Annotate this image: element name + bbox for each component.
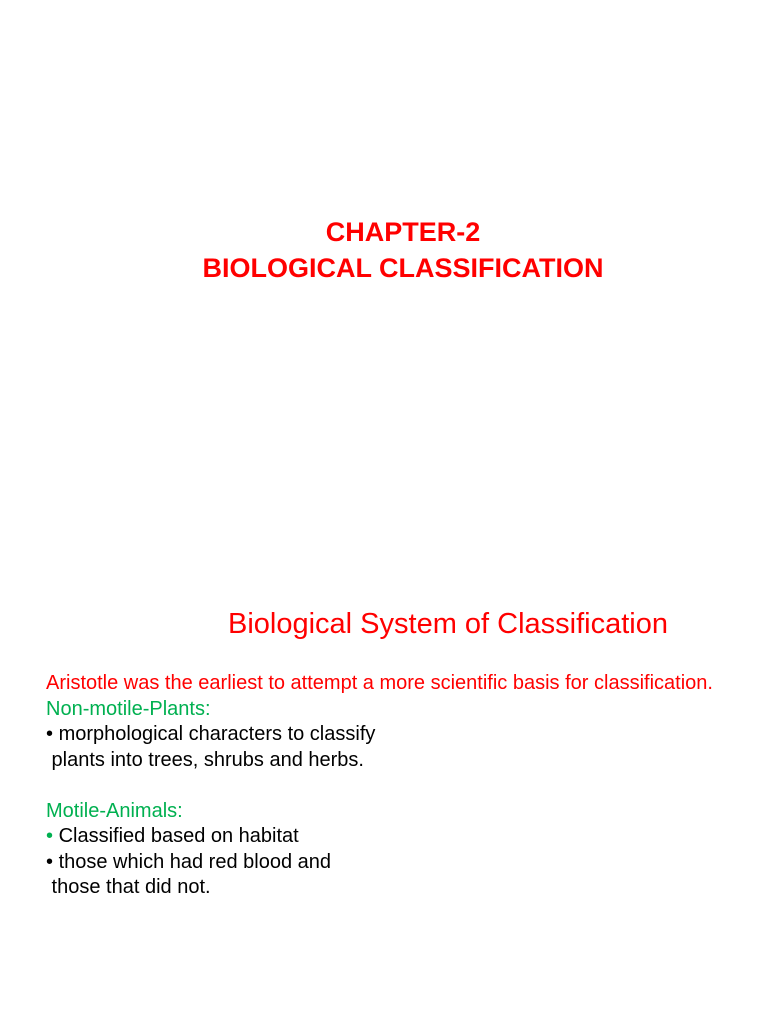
section-subtitle: Biological System of Classification [227, 608, 668, 640]
plants-item-line1: morphological characters to classify [58, 723, 376, 745]
animals-bullet-item-2 [46, 850, 728, 876]
chapter-number: CHAPTER-2 [325, 217, 481, 247]
intro-paragraph: Aristotle was the earliest to attempt a more scientific basis for classification. [46, 672, 713, 694]
chapter-title [0, 214, 768, 286]
spacer [46, 773, 728, 799]
animals-heading: Motile-Animals: [46, 799, 183, 822]
animals-item2-line1: those which had red blood and [58, 850, 331, 873]
bullet-icon: • [46, 825, 54, 847]
plants-bullet-item [46, 722, 728, 748]
animals-bullet-item-1 [46, 824, 728, 850]
animals-item1-text: Classified based on habitat [58, 825, 299, 847]
plants-item-line2: plants into trees, shrubs and herbs. [46, 748, 364, 771]
content-body [46, 671, 728, 901]
chapter-name: BIOLOGICAL CLASSIFICATION [202, 253, 604, 283]
animals-item2-line2: those that did not. [46, 876, 211, 898]
plants-heading: Non-motile-Plants: [46, 697, 211, 720]
bullet-icon: • [46, 850, 54, 873]
bullet-icon: • [46, 723, 54, 745]
